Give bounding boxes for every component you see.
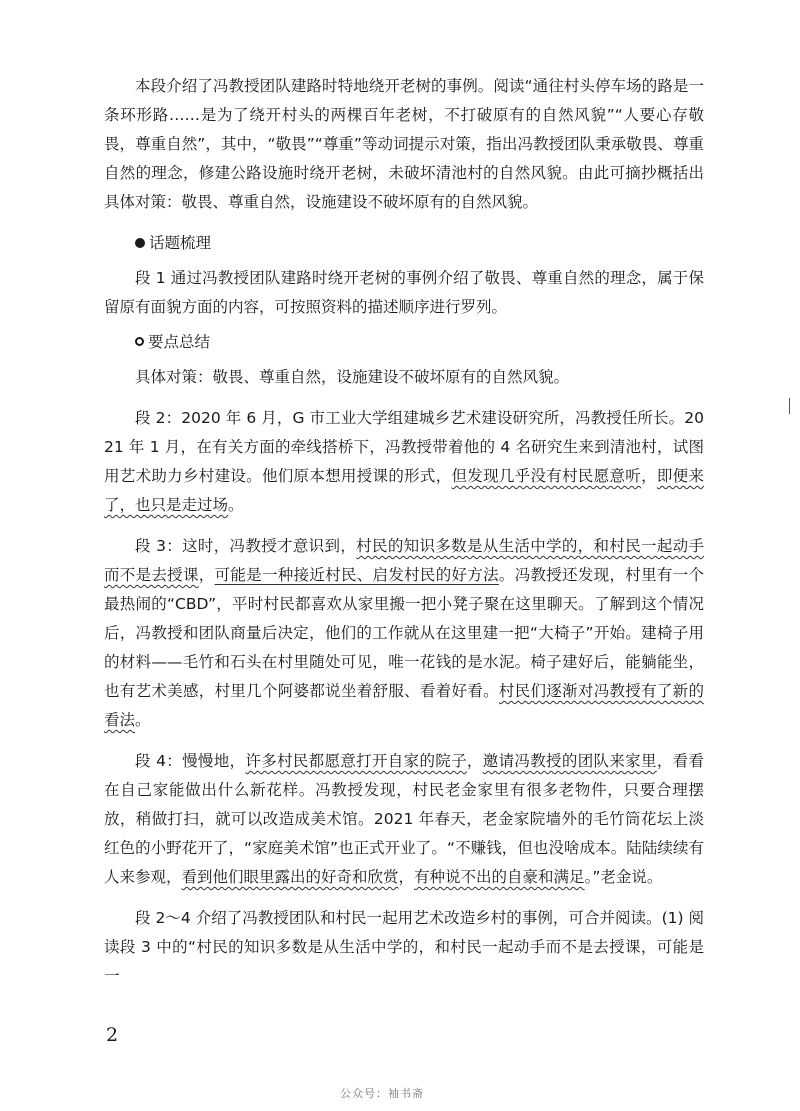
- wavy-underlined-text: 村民的知识多数是从生活中学的，和村民一起动手而不是去授课: [104, 537, 704, 584]
- paragraph-section-4: [104, 747, 704, 892]
- text-run: 。: [228, 496, 244, 514]
- solid-bullet-icon: [135, 238, 145, 248]
- text-run: ，: [198, 566, 215, 584]
- paragraph-key-summary: 具体对策：敬畏、尊重自然，设施建设不破坏原有的自然风貌。: [135, 368, 570, 386]
- document-body: [104, 72, 704, 1003]
- heading-key-summary-text: 要点总结: [148, 333, 211, 351]
- text-run: 。冯教授还发现，村里有一个最热闹的“CBD”，平时村民都喜欢从家里搬一把小凳子聚在这里聊天。了解到这个情况后，冯教授和团队商量后决定，他们的工作就从在这里建一把“大椅子”开始。建椅子用的材料——毛竹和石头在村里随处可见，唯一花钱的是水泥。椅子建好后，能躺能坐，也有艺术美感，村里几个阿婆都说坐着舒服、看着好看。: [104, 566, 704, 700]
- heading-topic-review: [104, 229, 704, 258]
- wavy-underlined-text: 看到他们眼里露出的好奇和欣赏: [181, 868, 399, 886]
- page-number: 2: [106, 1024, 119, 1046]
- paragraph-topic-review: 段 1 通过冯教授团队建路时绕开老树的事例介绍了敬畏、尊重自然的理念，属于保留原有面貌方面的内容，可按照资料的描述顺序进行罗列。: [104, 269, 704, 316]
- watermark: 公众号：袖书斋: [340, 1087, 424, 1100]
- wavy-underlined-text: 邀请冯教授的团队来家里: [482, 752, 657, 770]
- paragraph-section-3: [104, 532, 704, 735]
- wavy-underlined-text: 村民们逐渐对冯教授有了新的看法: [104, 682, 704, 729]
- wavy-underlined-text: 但发现几乎没有村民愿意听: [451, 467, 642, 485]
- wavy-underlined-text: 有种说不出的自豪和满足: [414, 868, 585, 886]
- scan-edge-mark: [789, 398, 790, 414]
- text-run: 段 3：这时，冯教授才意识到，: [135, 537, 357, 555]
- paragraph-combined-reading: 段 2～4 介绍了冯教授团队和村民一起用艺术改造乡村的事例，可合并阅读。(1) 阅读段 3 中的“村民的知识多数是从生活中学的，和村民一起动手而不是去授课，可能是一: [104, 909, 704, 985]
- paragraph-section-2: [104, 404, 704, 520]
- text-run: ，: [398, 868, 415, 886]
- text-run: ，看看在自己家能做出什么新花样。冯教授发现，村民老金家里有很多老物件，只要合理摆放，稍做打扫，就可以改造成美术馆。2021 年春天，老金家院墙外的毛竹筒花坛上淡红色的小野花开了，“家庭美术馆”也正式开业了。“不赚钱，但也没啥成本。陆陆续续有人来参观，: [104, 752, 704, 886]
- text-run: 。: [135, 711, 151, 729]
- heading-topic-review-text: 话题梳理: [149, 234, 212, 252]
- text-run: 。”老金说。: [584, 868, 663, 886]
- text-run: 段 4：慢慢地，: [135, 752, 246, 770]
- text-run: ，: [466, 752, 483, 770]
- heading-key-summary: [104, 328, 704, 357]
- ring-bullet-icon: [135, 337, 144, 346]
- underlined-text: 可能是一种接近村民、启发村民的好方法: [214, 566, 499, 584]
- paragraph-analysis-intro: 本段介绍了冯教授团队建路时特地绕开老树的事例。阅读“通往村头停车场的路是一条环形路……是为了绕开村头的两棵百年老树，不打破原有的自然风貌”“人要心存敬畏，尊重自然”，其中，“敬畏”“尊重”等动词提示对策，指出冯教授团队秉承敬畏、尊重自然的理念，修建公路设施时绕开老树，未破坏清池村的自然风貌。由此可摘抄概括出具体对策：敬畏、尊重自然，设施建设不破坏原有的自然风貌。: [104, 77, 704, 211]
- text-run: 段 2：2020 年 6 月，G 市工业大学组建城乡艺术建设研究所，冯教授任所长。2021 年 1 月，在有关方面的牵线搭桥下，冯教授带着他的 4 名研究生来到清池村，试图用艺术助力乡村建设。他们原本想用授课的形式，: [104, 409, 704, 485]
- wavy-underlined-text: 即便来了，也只是走过场: [104, 467, 704, 514]
- text-run: ，: [641, 467, 657, 485]
- wavy-underlined-text: 许多村民都愿意打开自家的院子: [245, 752, 467, 770]
